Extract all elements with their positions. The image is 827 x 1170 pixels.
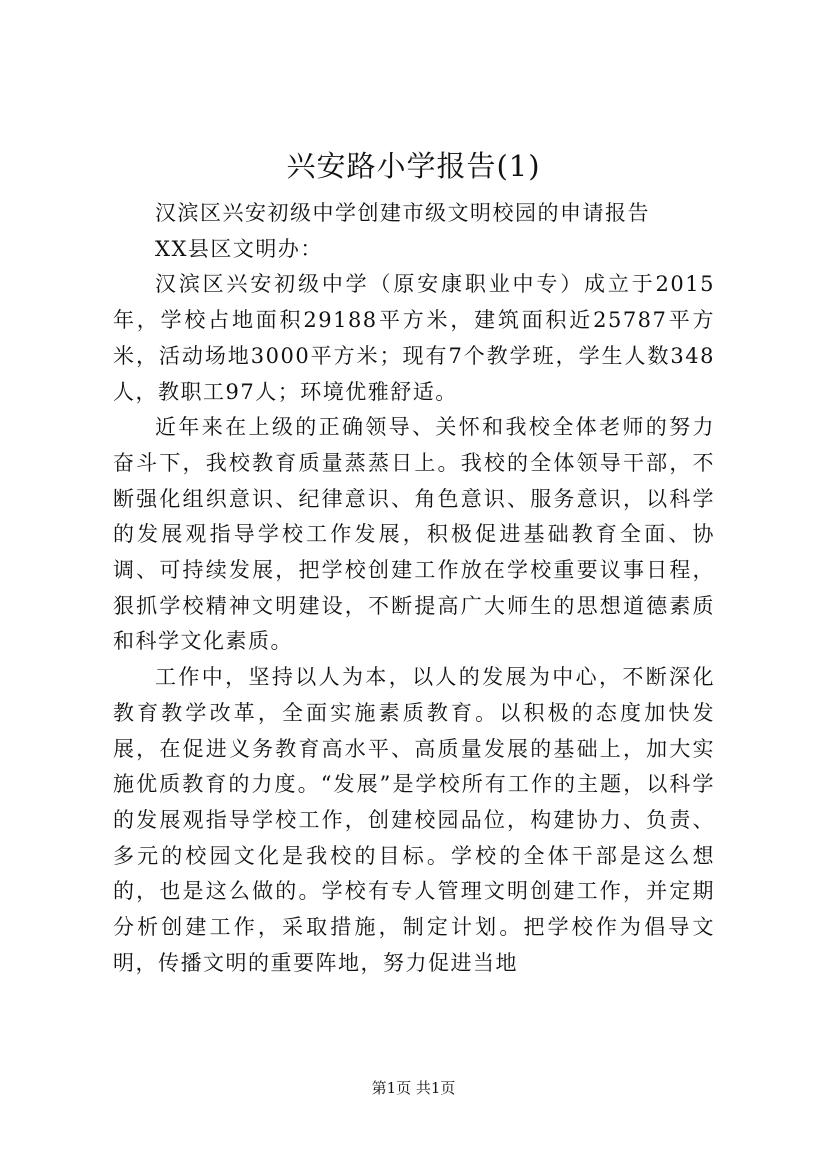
paragraph-1: 汉滨区兴安初级中学（原安康职业中专）成立于2015年，学校占地面积29188平方米，建筑面积近25787平方米，活动场地3000平方米；现有7个教学班，学生人数348人，教职工97人；环境优雅舒适。 (113, 272, 715, 404)
page-footer: 第1页 共1页 (371, 1079, 456, 1097)
document-title: 兴安路小学报告(1) (286, 149, 541, 183)
salutation: XX县区文明办： (155, 236, 323, 261)
document-body (113, 196, 715, 981)
paragraph-3: 工作中，坚持以人为本，以人的发展为中心，不断深化教育教学改革，全面实施素质教育。以积极的态度加快发展，在促进义务教育高水平、高质量发展的基础上，加大实施优质教育的力度。“发展”是学校所有工作的主题，以科学的发展观指导学校工作，创建校园品位，构建协力、负责、多元的校园文化是我校的目标。学校的全体干部是这么想的，也是这么做的。学校有专人管理文明创建工作，并定期分析创建工作，采取措施，制定计划。把学校作为倡导文明，传播文明的重要阵地，努力促进当地 (113, 665, 715, 975)
report-subtitle: 汉滨区兴安初级中学创建市级文明校园的申请报告 (155, 201, 650, 225)
paragraph-2: 近年来在上级的正确领导、关怀和我校全体老师的努力奋斗下，我校教育质量蒸蒸日上。我校的全体领导干部，不断强化组织意识、纪律意识、角色意识、服务意识，以科学的发展观指导学校工作发展，积极促进基础教育全面、协调、可持续发展，把学校创建工作放在学校重要议事日程，狠抓学校精神文明建设，不断提高广大师生的思想道德素质和科学文化素质。 (113, 415, 715, 654)
